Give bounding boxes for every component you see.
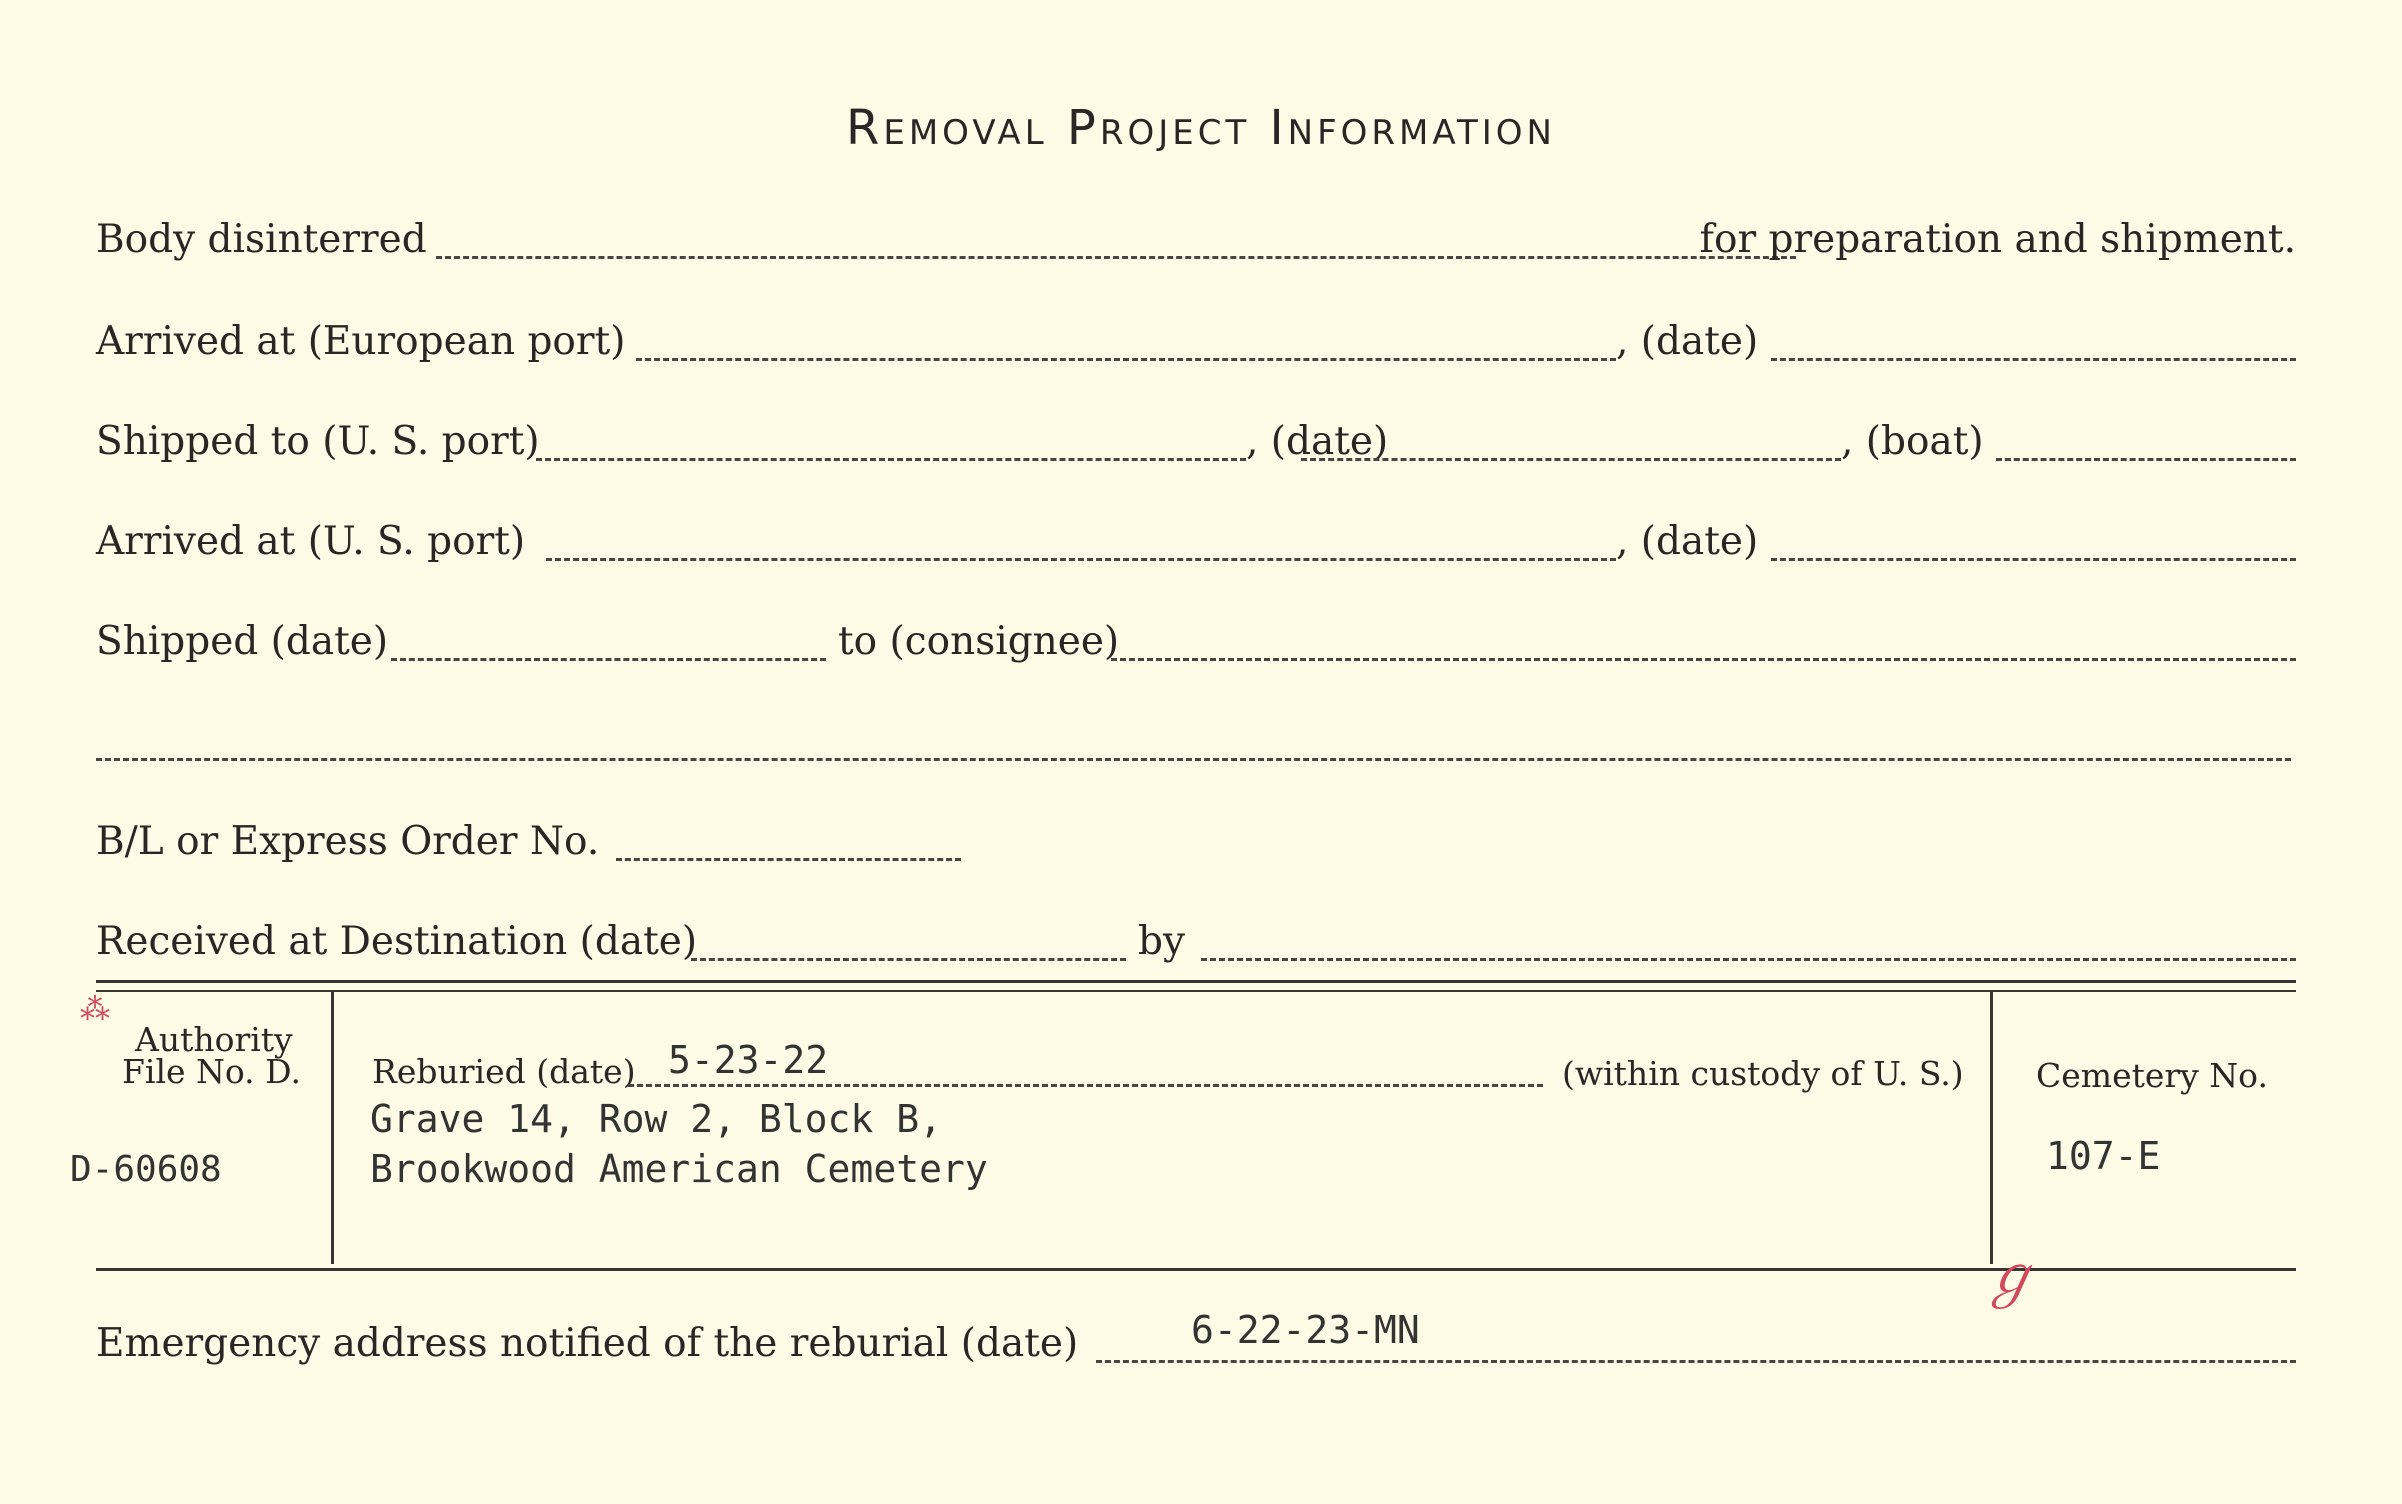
- red-check-mark-icon: ℊ: [1982, 1244, 2038, 1309]
- shipped-us-date-field[interactable]: [1301, 458, 1841, 461]
- file-no-label: File No. D.: [122, 1052, 301, 1091]
- emergency-date-value: 6-22-23-MN: [1191, 1308, 1420, 1352]
- bl-row: [96, 812, 2296, 872]
- boat-label: , (boat): [1841, 419, 1984, 464]
- body-disinterred-row: [96, 210, 2296, 270]
- received-date-field[interactable]: [691, 958, 1126, 961]
- arrived-us-label: Arrived at (U. S. port): [96, 519, 526, 564]
- shipped-us-row: [96, 412, 2296, 472]
- bl-field[interactable]: [616, 858, 961, 861]
- body-disinterred-field[interactable]: [436, 256, 1796, 259]
- arrived-european-row: [96, 312, 2296, 372]
- box-top-rule-2: [96, 990, 2296, 992]
- reburied-date-field[interactable]: [628, 1084, 1543, 1087]
- arrived-us-row: [96, 512, 2296, 572]
- arrived-us-date-label: , (date): [1616, 519, 1759, 564]
- page-title: Removal Project Information: [846, 100, 1556, 156]
- consignee-extra-field[interactable]: [96, 758, 2291, 761]
- received-row: [96, 912, 2296, 972]
- shipped-us-label: Shipped to (U. S. port): [96, 419, 540, 464]
- european-date-field[interactable]: [1771, 358, 2296, 361]
- arrived-european-date-label: , (date): [1616, 319, 1759, 364]
- us-port-field[interactable]: [536, 458, 1246, 461]
- shipped-date-label: Shipped (date): [96, 619, 389, 664]
- boat-field[interactable]: [1996, 458, 2296, 461]
- bl-label: B/L or Express Order No.: [96, 819, 600, 864]
- custody-label: (within custody of U. S.): [1562, 1054, 1964, 1093]
- consignee-extra-row: [96, 712, 2296, 772]
- received-by-field[interactable]: [1201, 958, 2296, 961]
- cemetery-no-value: 107-E: [2046, 1134, 2161, 1178]
- european-port-field[interactable]: [636, 358, 1616, 361]
- cemetery-no-label: Cemetery No.: [2036, 1056, 2268, 1095]
- reburied-date-value: 5-23-22: [668, 1038, 829, 1082]
- shipped-us-date-label: , (date): [1246, 419, 1389, 464]
- authority-label: Authority: [135, 1020, 293, 1059]
- body-disinterred-label: Body disinterred: [96, 217, 427, 262]
- received-date-label: Received at Destination (date): [96, 919, 698, 964]
- emergency-row: [96, 1308, 2296, 1374]
- consignee-label: to (consignee): [838, 619, 1120, 664]
- preparation-shipment-label: for preparation and shipment.: [1699, 217, 2296, 262]
- received-by-label: by: [1138, 919, 1185, 964]
- shipped-row: [96, 612, 2296, 672]
- box-top-rule: [96, 980, 2296, 983]
- grave-location-line2: Brookwood American Cemetery: [370, 1147, 988, 1191]
- reburied-label: Reburied (date): [372, 1052, 636, 1091]
- arrived-european-label: Arrived at (European port): [96, 319, 626, 364]
- arrived-us-port-field[interactable]: [546, 558, 1616, 561]
- shipped-date-field[interactable]: [391, 658, 826, 661]
- grave-location-line1: Grave 14, Row 2, Block B,: [370, 1097, 942, 1141]
- file-no-value: D-60608: [70, 1149, 222, 1190]
- box-bottom-rule: [96, 1268, 2296, 1271]
- stamp-mark-icon: ⁂: [80, 992, 110, 1027]
- arrived-us-date-field[interactable]: [1771, 558, 2296, 561]
- box-divider-right: [1990, 992, 1993, 1264]
- consignee-field[interactable]: [1111, 658, 2296, 661]
- box-divider-left: [331, 992, 334, 1264]
- emergency-date-field[interactable]: [1096, 1360, 2296, 1363]
- emergency-label: Emergency address notified of the reburial (date): [96, 1321, 1079, 1366]
